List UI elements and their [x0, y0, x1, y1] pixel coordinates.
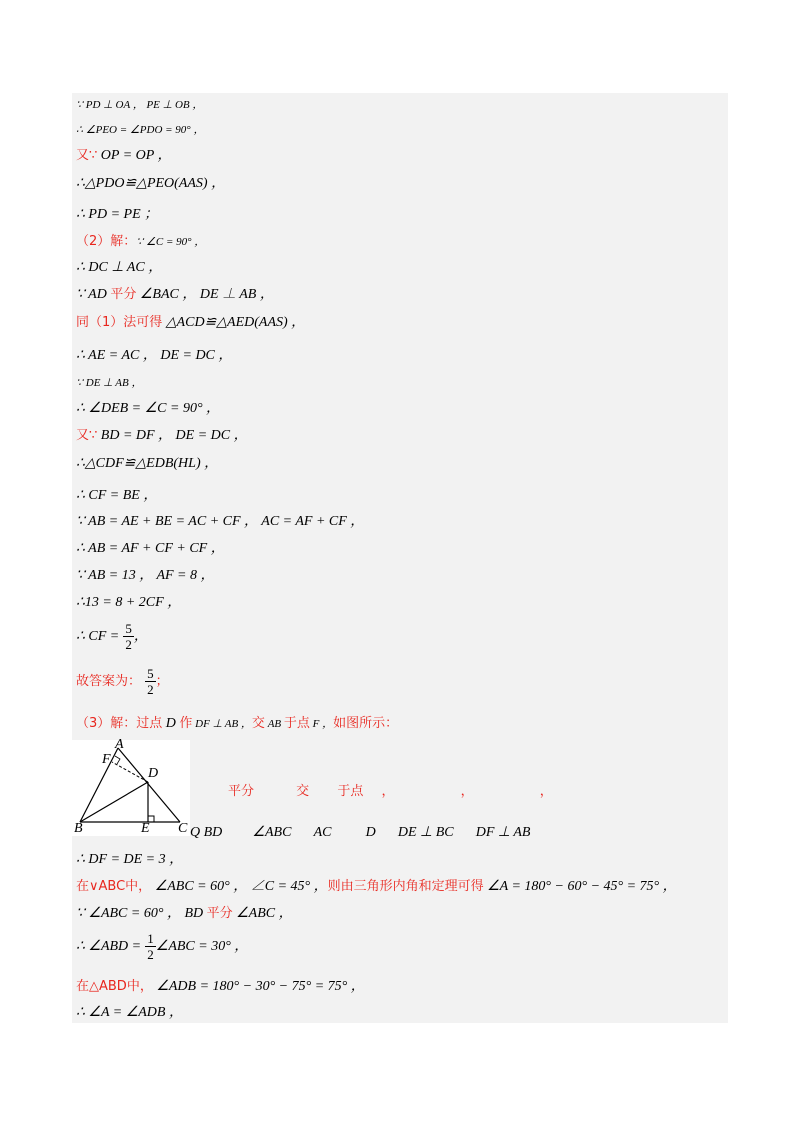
- label-D: D: [148, 766, 159, 781]
- line-2: ∴ ∠PEO = ∠PDO = 90° ，: [76, 124, 205, 136]
- label-A: A: [115, 737, 124, 752]
- line-13: 又∵ BD = DF ， DE = DC ，: [76, 428, 248, 443]
- line-triangle-abd: 在△ABD中， ∠ADB = 180° − 30° − 75° = 75° ，: [76, 979, 365, 994]
- label-F: F: [102, 752, 111, 767]
- label-C: C: [178, 821, 188, 836]
- label-E: E: [141, 821, 150, 836]
- line-4: ∴△PDO≌△PEO(AAS) ，: [76, 176, 226, 191]
- line-3: 又∵ OP = OP ，: [76, 148, 172, 163]
- line-7: ∴ DC ⊥ AC ，: [76, 260, 163, 275]
- line-17: ∴ AB = AF + CF + CF ，: [76, 541, 225, 556]
- answer-line: 故答案为： $\frac{5}{2}$ ；: [76, 666, 169, 697]
- label-B: B: [74, 821, 83, 836]
- line-conclusion: ∴ ∠A = ∠ADB ，: [76, 1005, 183, 1020]
- line-1: ∵ PD ⊥ OA ， PE ⊥ OB ，: [76, 99, 204, 111]
- line-cf: ∴ CF = $\frac{5}{2}$ ，: [76, 621, 148, 652]
- line-10: ∴ AE = AC ， DE = DC ，: [76, 348, 233, 363]
- line-12: ∴ ∠DEB = ∠C = 90° ，: [76, 401, 221, 416]
- fig-black-row: Q BD ∠ABC AC D DE ⊥ BC DF ⊥ AB: [190, 825, 531, 840]
- line-9: 同（1）法可得 △ACD≌△AED(AAS) ，: [76, 315, 306, 330]
- line-triangle-abc: 在∨ABC中， ∠ABC = 60° ， ∠C = 45° ，则由三角形内角和定理可得 ∠A = 180° − 60° − 45° = 75° ，: [76, 879, 677, 894]
- line-15: ∴ CF = BE ，: [76, 488, 158, 503]
- line-5: ∴ PD = PE ；: [76, 207, 159, 222]
- line-18: ∵ AB = 13 ， AF = 8 ，: [76, 568, 215, 583]
- line-16: ∵ AB = AE + BE = AC + CF ， AC = AF + CF ，: [76, 514, 365, 529]
- line-19: ∴13 = 8 + 2CF ，: [76, 595, 182, 610]
- fraction-1-2: $\frac{1}{2}$: [147, 931, 154, 962]
- line-14: ∴△CDF≌△EDB(HL) ，: [76, 456, 219, 471]
- triangle-figure: [72, 737, 190, 836]
- line-11: ∵ DE ⊥ AB ，: [76, 377, 143, 389]
- part3-header: （3）解：过点 D 作 DF ⊥ AB ，交 AB 于点 F ，如图所示：: [76, 716, 399, 731]
- fraction-5-2: $\frac{5}{2}$: [125, 621, 132, 652]
- line-df-de: ∴ DF = DE = 3 ，: [76, 852, 184, 867]
- answer-fraction: $\frac{5}{2}$: [147, 666, 154, 697]
- line-8: ∵ AD 平分 ∠BAC ， DE ⊥ AB ，: [76, 287, 274, 302]
- line-abd: ∴ ∠ABD = $\frac{1}{2}$ ∠ABC = 30° ，: [76, 931, 249, 962]
- triangle-diagram: [72, 740, 190, 836]
- line-bisector: ∵ ∠ABC = 60° ， BD 平分 ∠ABC ，: [76, 906, 293, 921]
- line-6: （2）解：∵ ∠C = 90° ，: [76, 234, 206, 249]
- fig-red-row: 平分 交 于点 ， ， ，: [228, 784, 553, 799]
